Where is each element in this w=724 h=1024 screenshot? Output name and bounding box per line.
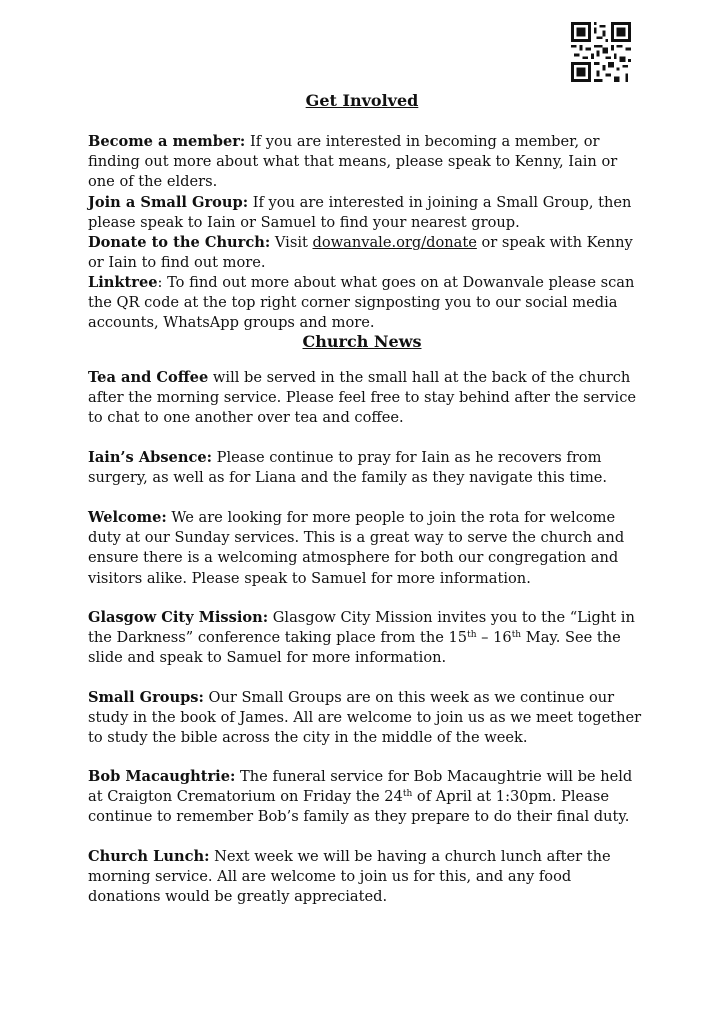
welcome-label: Welcome: [88,509,167,526]
small-group-item [88,193,648,233]
linktree-text: : To find out more about what goes on at Dowanvale please scan the QR code at the top right corner signposting you to our social media accounts, WhatsApp groups and more. [88,274,635,332]
bob-macaughtrie-item [88,767,648,828]
become-member-text: If you are interested in becoming a member, or finding out more about what that means, please speak to Kenny, Iain or one of the elders. [88,133,618,191]
donate-text-after: or speak with Kenny or Iain to find out more. [88,234,633,272]
qr-code[interactable] [571,22,631,82]
welcome-text: We are looking for more people to join the rota for welcome duty at our Sunday services. This is a great way to serve the church and ensure there is a welcoming atmosphere for both our congregation and visitors alike. Please speak to Samuel for more information. [88,509,625,587]
church-lunch-text: Next week we will be having a church lunch after the morning service. All are welcome to join us for this, and any food donations would be greatly appreciated. [88,848,611,906]
get-involved-heading: Get Involved [305,91,419,110]
iain-absence-text: Please continue to pray for Iain as he recovers from surgery, as well as for Liana and the family as they navigate this time. [88,449,608,487]
ordinal-suffix: th [511,630,522,641]
welcome-item [88,508,648,589]
donate-link[interactable]: dowanvale.org/donate [312,234,477,251]
tea-coffee-item [88,368,648,429]
iain-absence-label: Iain’s Absence: [88,449,213,466]
church-lunch-item [88,847,648,908]
church-lunch-label: Church Lunch: [88,848,210,865]
small-group-label: Join a Small Group: [88,194,249,211]
donate-text-before: Visit [270,234,313,251]
tea-coffee-text: will be served in the small hall at the back of the church after the morning service. Please feel free to stay behind after the service to chat to one another over tea and coffee. [88,369,636,427]
glasgow-mission-text-1: Glasgow City Mission invites you to the “Light in the Darkness” conference taking place from the 15 [88,609,635,647]
tea-coffee-label: Tea and Coffee [88,369,209,386]
glasgow-mission-item [88,608,648,669]
donate-item [88,233,648,273]
become-member-label: Become a member: [88,133,246,150]
bob-macaughtrie-label: Bob Macaughtrie: [88,768,236,785]
glasgow-mission-text-2: – 16 [476,629,512,647]
church-news-heading: Church News [302,332,422,351]
linktree-item [88,273,648,334]
small-groups-label: Small Groups: [88,689,204,706]
donate-label: Donate to the Church: [88,234,271,251]
small-group-text: If you are interested in joining a Small Group, then please speak to Iain or Samuel to find your nearest group. [88,194,632,232]
ordinal-suffix: th [467,630,477,641]
iain-absence-item [88,448,648,488]
bob-macaughtrie-text-1: The funeral service for Bob Macaughtrie will be held at Craigton Crematorium on Friday the 24 [88,768,633,806]
linktree-label: Linktree [88,274,158,291]
small-groups-text: Our Small Groups are on this week as we continue our study in the book of James. All are welcome to join us as we meet together to study the bible across the city in the middle of the week. [88,689,642,747]
become-member-item [88,132,648,193]
glasgow-mission-text-3: May. See the slide and speak to Samuel for more information. [88,629,621,667]
small-groups-item [88,688,648,749]
glasgow-mission-label: Glasgow City Mission: [88,609,269,626]
bob-macaughtrie-text-2: of April at 1:30pm. Please continue to remember Bob’s family as they prepare to do their final duty. [88,788,630,826]
ordinal-suffix: th [402,789,413,800]
